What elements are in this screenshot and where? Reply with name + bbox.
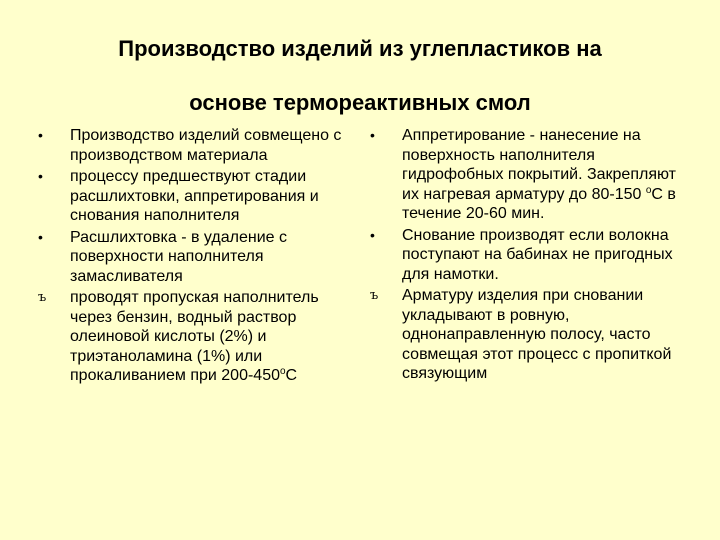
- bullet-icon: •: [38, 168, 43, 184]
- list-item: [38, 288, 343, 386]
- bullet-icon: ъ: [370, 288, 379, 303]
- list-item: [38, 228, 343, 287]
- right-bullet-list: [370, 126, 690, 386]
- bullet-icon: •: [38, 127, 43, 143]
- list-item: [38, 126, 343, 165]
- bullet-icon: ъ: [38, 290, 47, 305]
- list-item: [370, 226, 690, 285]
- degree-superscript: о: [279, 366, 286, 377]
- list-item-text: процессу предшествуют стадии расшлихтовки, аппретирования и снования наполнителя: [70, 168, 319, 224]
- title-line-2: основе термореактивных смол: [189, 90, 531, 115]
- list-item-text: Расшлихтовка - в удаление с поверхности наполнителя замасливателя: [70, 228, 287, 285]
- list-item-text: Снование производят если волокна поступают на бабинах не пригодных для намотки.: [402, 226, 673, 283]
- title-line-1: Производство изделий из углепластиков на: [118, 36, 602, 61]
- list-item-text: проводят пропуская наполнитель через бензин, водный раствор олеиновой кислоты (2%) и триэтаноламина (1%) или прокаливанием при 200-450: [70, 289, 319, 384]
- list-item-text-suffix: С в течение 20-60 мин.: [402, 185, 676, 222]
- list-item: [370, 126, 690, 224]
- list-item: [370, 286, 690, 384]
- bullet-icon: •: [370, 226, 375, 243]
- list-item-text: Аппретирование - нанесение на поверхность наполнителя гидрофобных покрытий. Закрепляют их нагревая арматуру до 80-150: [402, 127, 676, 203]
- list-item-text: Арматуру изделия при сновании укладывают в ровную, однонаправленную полосу, часто совмещая этот процесс с пропиткой связующим: [402, 287, 672, 382]
- list-item: [38, 167, 343, 226]
- list-item-text: Производство изделий совмещено с производством материала: [70, 127, 342, 164]
- bullet-icon: •: [370, 127, 375, 143]
- list-item-text-suffix: С: [285, 367, 298, 384]
- degree-superscript: о: [645, 184, 652, 196]
- left-bullet-list: [38, 126, 343, 388]
- page-title: [0, 22, 720, 130]
- bullet-icon: •: [38, 228, 43, 245]
